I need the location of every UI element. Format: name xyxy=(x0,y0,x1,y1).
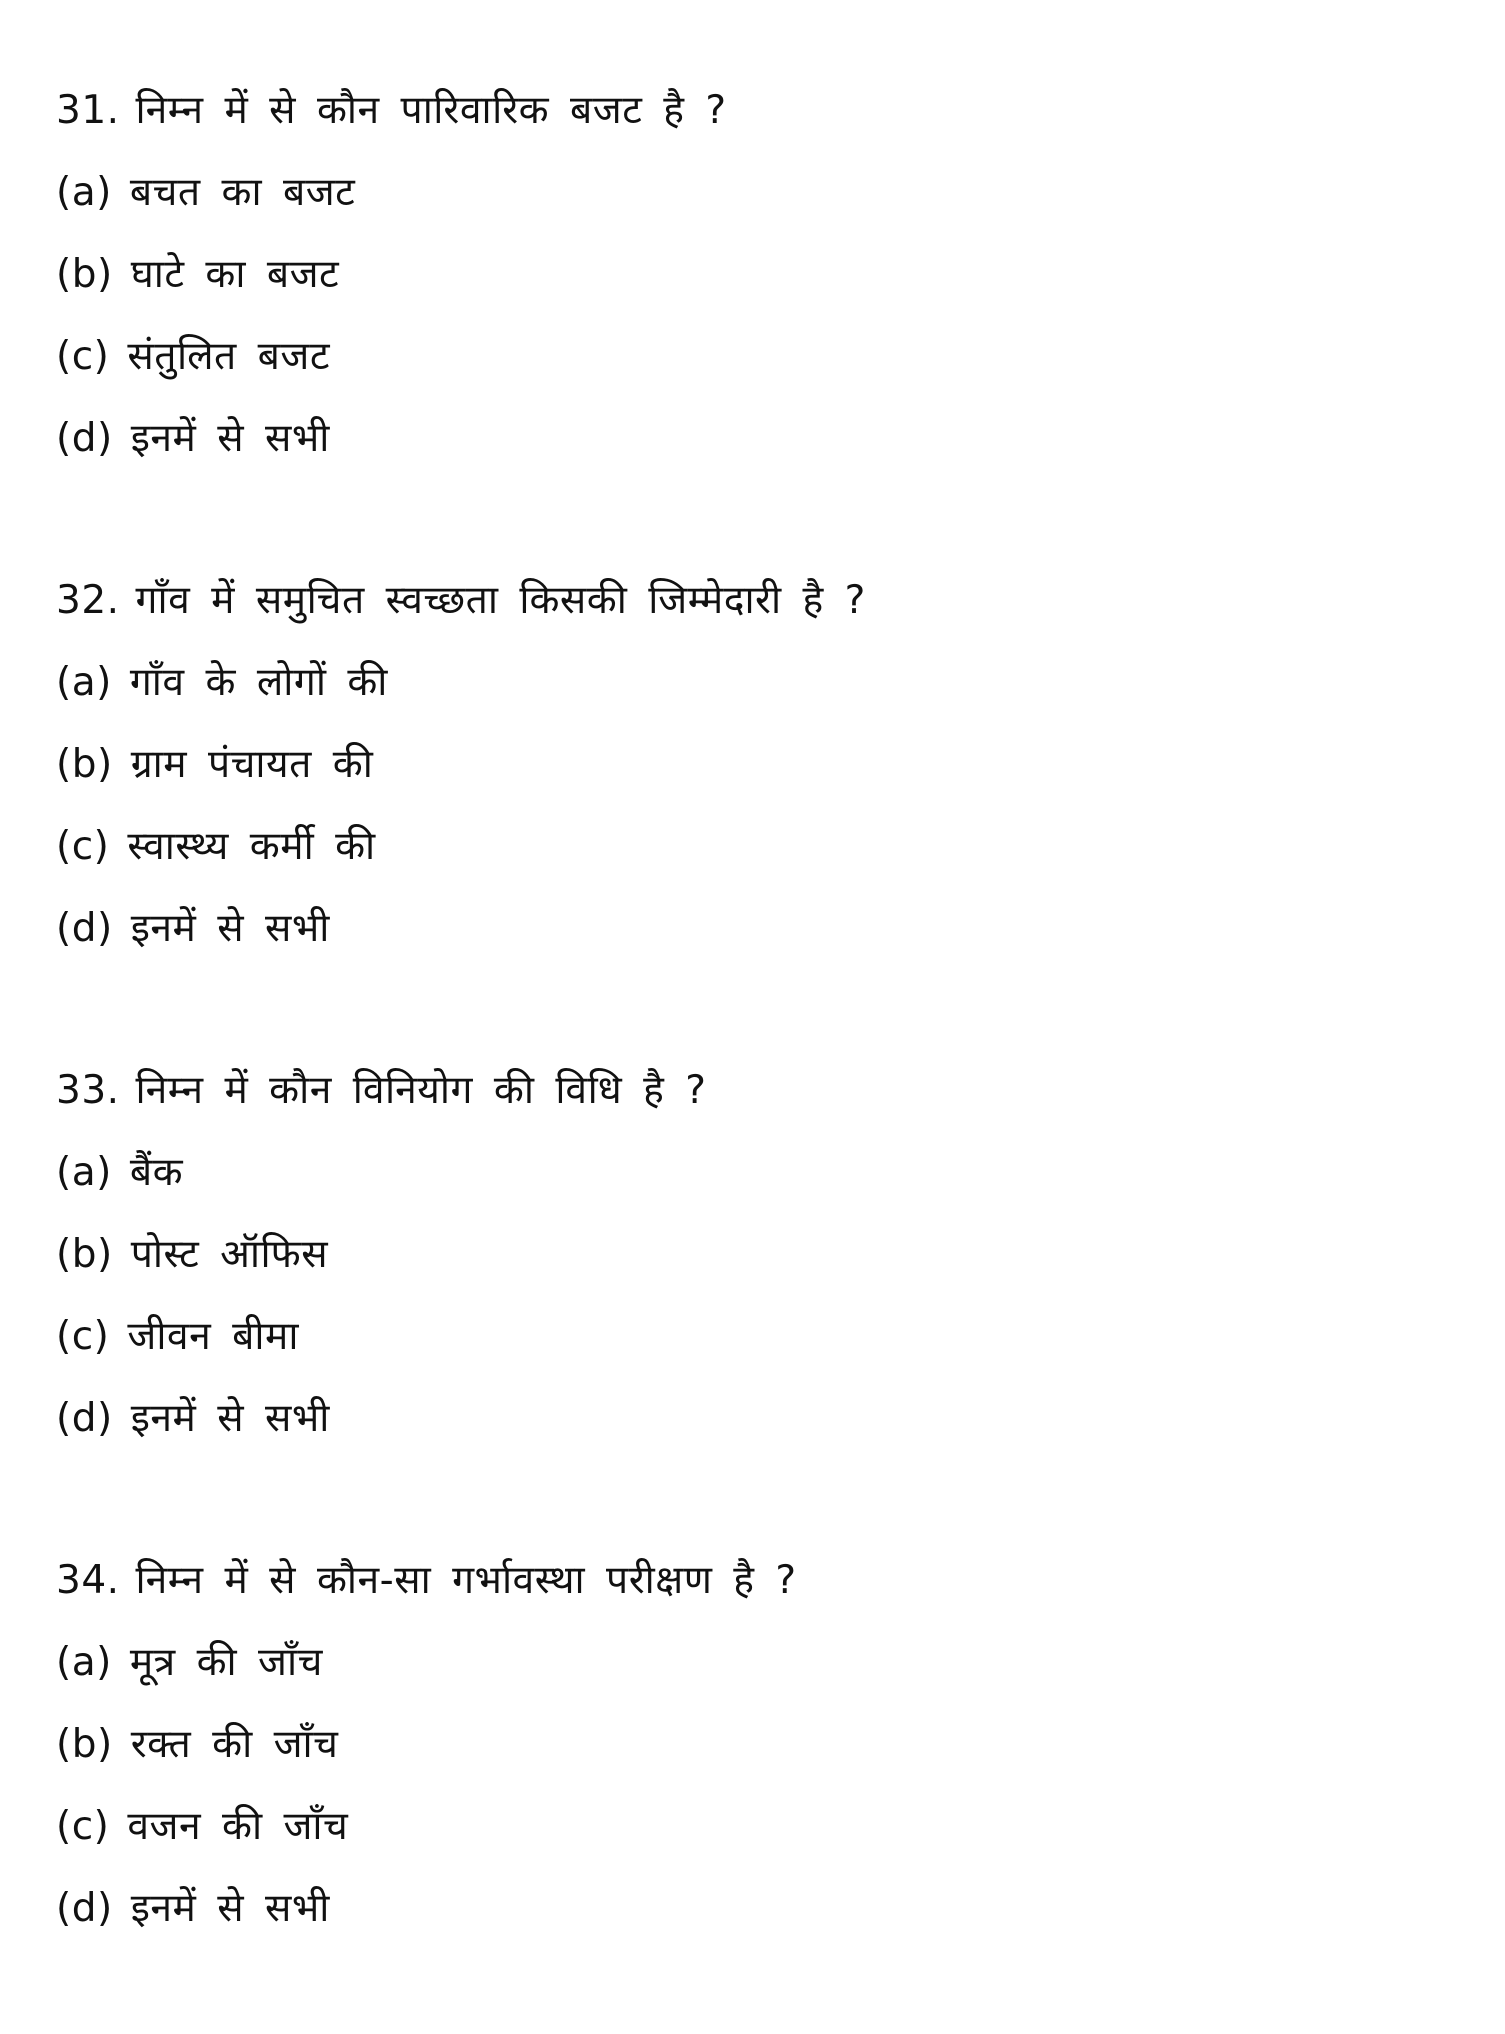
option-a-key: (a) xyxy=(56,1150,112,1195)
question-32-number: 32. xyxy=(56,578,120,623)
option-a-text: बचत का बजट xyxy=(129,170,356,215)
question-31-option-b xyxy=(56,234,1456,316)
question-31-text: निम्न में से कौन पारिवारिक बजट है ? xyxy=(135,88,727,133)
question-33-text: निम्न में कौन विनियोग की विधि है ? xyxy=(135,1068,707,1113)
option-b-text: घाटे का बजट xyxy=(130,252,340,297)
question-33-option-d xyxy=(56,1378,1456,1460)
question-31-option-d xyxy=(56,398,1456,480)
option-b-key: (b) xyxy=(56,742,113,787)
option-b-key: (b) xyxy=(56,1232,113,1277)
option-a-key: (a) xyxy=(56,170,112,215)
option-d-key: (d) xyxy=(56,416,113,461)
question-31-option-a xyxy=(56,152,1456,234)
question-31-option-c xyxy=(56,316,1456,398)
option-a-text: मूत्र की जाँच xyxy=(129,1640,323,1685)
option-b-text: रक्त की जाँच xyxy=(130,1722,339,1767)
option-d-text: इनमें से सभी xyxy=(130,416,330,461)
question-33-option-b xyxy=(56,1214,1456,1296)
question-33-line xyxy=(56,1050,1456,1132)
option-d-key: (d) xyxy=(56,1886,113,1931)
question-32-option-b xyxy=(56,724,1456,806)
option-b-key: (b) xyxy=(56,252,113,297)
question-34-option-d xyxy=(56,1868,1456,1950)
question-31 xyxy=(56,70,1456,480)
question-32-option-d xyxy=(56,888,1456,970)
option-a-text: बैंक xyxy=(129,1150,184,1195)
option-c-text: जीवन बीमा xyxy=(127,1314,299,1359)
option-b-text: ग्राम पंचायत की xyxy=(130,742,374,787)
question-32-option-c xyxy=(56,806,1456,888)
question-33-option-a xyxy=(56,1132,1456,1214)
option-a-key: (a) xyxy=(56,1640,112,1685)
option-a-text: गाँव के लोगों की xyxy=(129,660,388,705)
option-d-key: (d) xyxy=(56,1396,113,1441)
question-33 xyxy=(56,1050,1456,1460)
option-d-text: इनमें से सभी xyxy=(130,1396,330,1441)
option-c-text: संतुलित बजट xyxy=(127,334,331,379)
question-31-line xyxy=(56,70,1456,152)
question-34-option-b xyxy=(56,1704,1456,1786)
option-c-key: (c) xyxy=(56,1314,110,1359)
question-32-option-a xyxy=(56,642,1456,724)
question-32 xyxy=(56,560,1456,970)
option-d-text: इनमें से सभी xyxy=(130,1886,330,1931)
option-a-key: (a) xyxy=(56,660,112,705)
question-32-line xyxy=(56,560,1456,642)
option-c-key: (c) xyxy=(56,1804,110,1849)
option-c-key: (c) xyxy=(56,334,110,379)
option-b-text: पोस्ट ऑफिस xyxy=(130,1232,329,1277)
option-c-text: स्वास्थ्य कर्मी की xyxy=(127,824,376,869)
question-34-number: 34. xyxy=(56,1558,120,1603)
question-32-text: गाँव में समुचित स्वच्छता किसकी जिम्मेदारी है ? xyxy=(135,578,866,623)
option-d-key: (d) xyxy=(56,906,113,951)
question-34-text: निम्न में से कौन-सा गर्भावस्था परीक्षण है ? xyxy=(135,1558,797,1603)
question-34-line xyxy=(56,1540,1456,1622)
option-b-key: (b) xyxy=(56,1722,113,1767)
option-c-text: वजन की जाँच xyxy=(127,1804,349,1849)
question-33-option-c xyxy=(56,1296,1456,1378)
question-34-option-a xyxy=(56,1622,1456,1704)
question-33-number: 33. xyxy=(56,1068,120,1113)
option-d-text: इनमें से सभी xyxy=(130,906,330,951)
question-31-number: 31. xyxy=(56,88,120,133)
question-34 xyxy=(56,1540,1456,1950)
option-c-key: (c) xyxy=(56,824,110,869)
question-34-option-c xyxy=(56,1786,1456,1868)
